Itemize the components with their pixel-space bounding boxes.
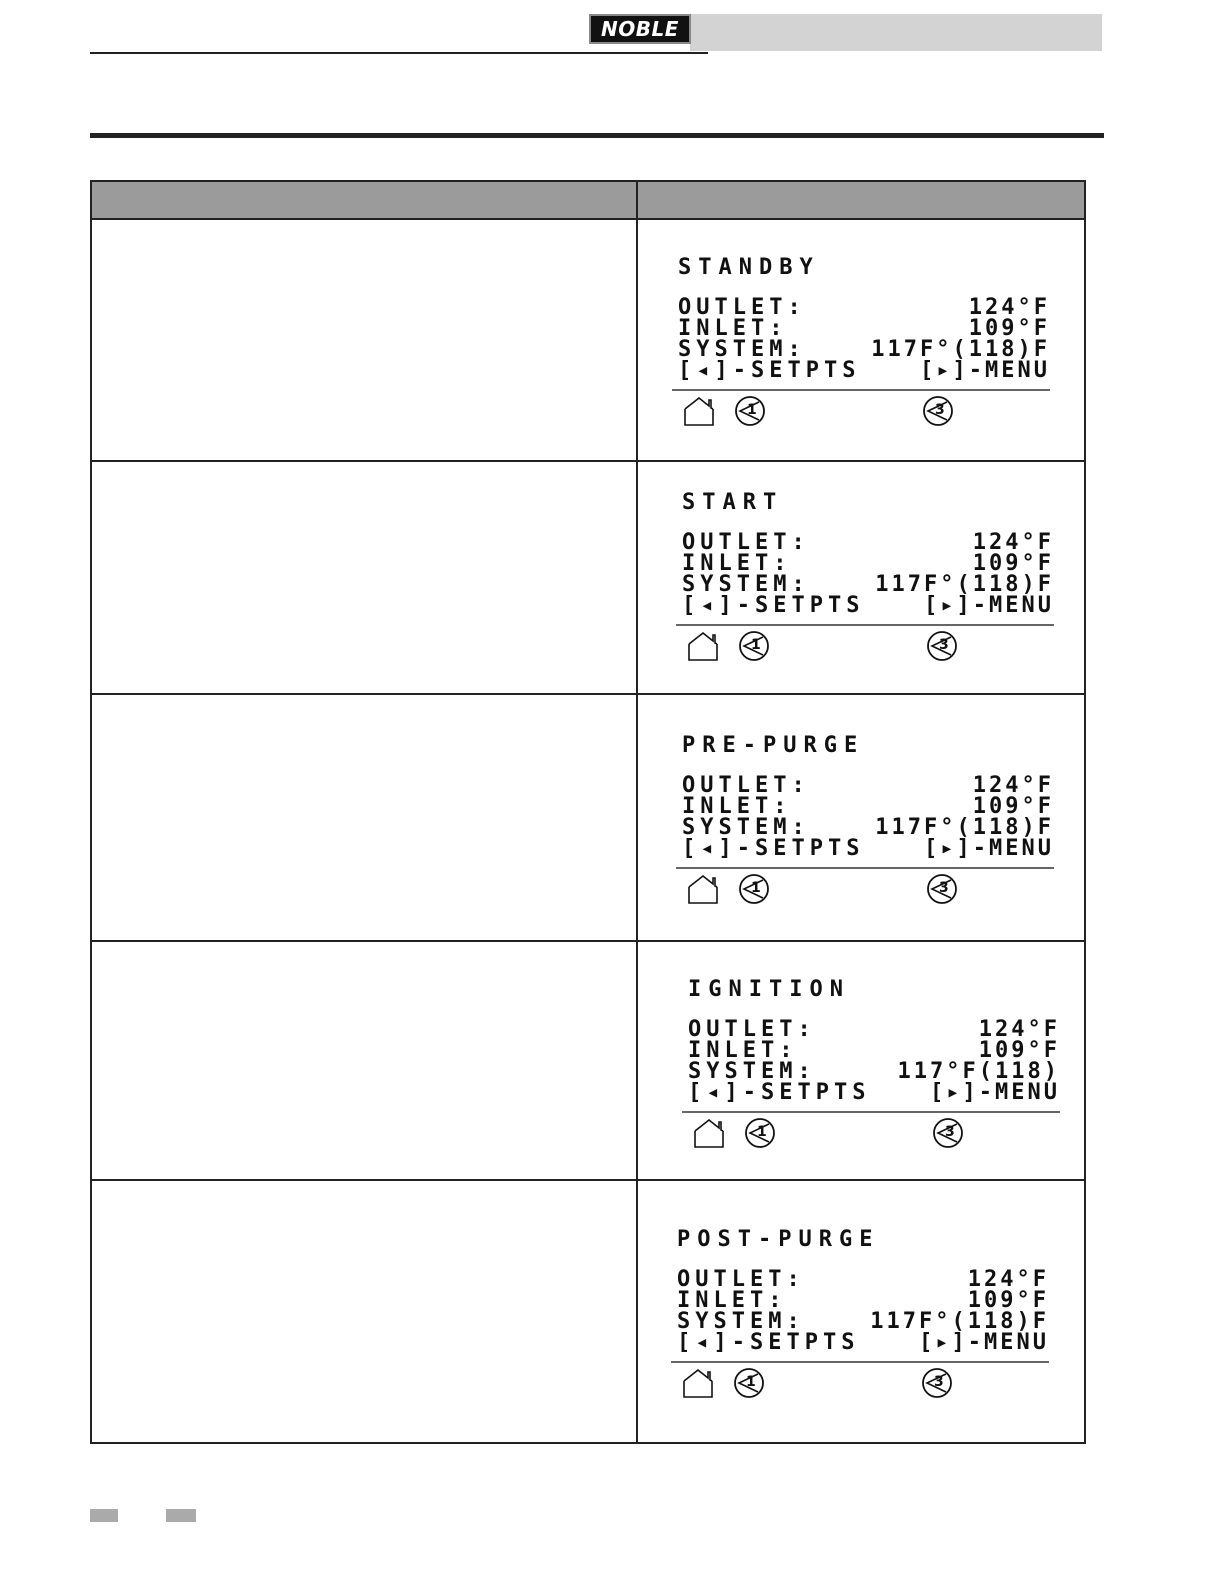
footer-mark — [166, 1509, 196, 1522]
screen-row-value: 109°F — [972, 794, 1054, 819]
screen-row — [682, 595, 1054, 616]
screen-row-value: 117F°(118)F — [871, 337, 1050, 362]
logo-text: NOBLE — [601, 17, 679, 41]
house-icon — [686, 630, 720, 666]
screen-icon-row — [686, 630, 966, 664]
screen-row — [677, 1332, 1049, 1353]
screen-row-value: 117°F(118) — [897, 1059, 1060, 1084]
row-divider — [92, 1179, 1084, 1181]
screen-row — [688, 1082, 1060, 1103]
screen-row — [688, 1019, 1060, 1040]
screen-status-title: STANDBY — [678, 255, 820, 280]
screen-row — [688, 1061, 1060, 1082]
screen-row — [678, 297, 1050, 318]
screen-separator — [676, 867, 1054, 869]
screen-row-label: [◂]-SETPTS — [682, 593, 865, 618]
pump-number: 1 — [757, 1124, 767, 1140]
screen-row-label: OUTLET: — [677, 1267, 805, 1292]
screen-row-label: OUTLET: — [682, 773, 810, 798]
row-divider — [92, 460, 1084, 462]
screen-row-value: 117F°(118)F — [870, 1309, 1049, 1334]
row-divider — [92, 940, 1084, 942]
pump-1-icon — [738, 630, 770, 666]
screen-row — [682, 553, 1054, 574]
house-icon — [686, 873, 720, 909]
screen-row-value: 124°F — [967, 1267, 1049, 1292]
screen-row — [678, 318, 1050, 339]
screen-row-label: [◂]-SETPTS — [677, 1330, 860, 1355]
screen-row-label: [◂]-SETPTS — [678, 358, 861, 383]
pump-3-icon — [932, 1117, 964, 1153]
pump-3-icon — [926, 630, 958, 666]
screen-row — [677, 1290, 1049, 1311]
row-divider — [92, 693, 1084, 695]
screen-row-label: INLET: — [677, 1288, 787, 1313]
screen-row-value: 109°F — [972, 551, 1054, 576]
pump-number: 1 — [751, 637, 761, 653]
screen-separator — [671, 1361, 1049, 1363]
screen-row — [682, 775, 1054, 796]
screen-row-label: SYSTEM: — [677, 1309, 805, 1334]
pump-number: 3 — [935, 402, 945, 418]
screen-row — [682, 574, 1054, 595]
pump-3-icon — [926, 873, 958, 909]
screen-row-label: OUTLET: — [682, 530, 810, 555]
screen-status-title: PRE-PURGE — [682, 733, 865, 758]
screen-row-label: SYSTEM: — [682, 815, 810, 840]
screen-row-value: [▸]-MENU — [919, 1330, 1049, 1355]
screen-status-title: POST-PURGE — [677, 1227, 880, 1252]
screen-row-value: 117F°(118)F — [875, 572, 1054, 597]
screen-row-value: 117F°(118)F — [875, 815, 1054, 840]
screen-row-label: INLET: — [688, 1038, 798, 1063]
header-band — [690, 14, 1102, 51]
screen-row-value: [▸]-MENU — [930, 1080, 1060, 1105]
screen-row — [682, 817, 1054, 838]
screen-row-value: 124°F — [972, 773, 1054, 798]
screen-row-label: INLET: — [682, 551, 792, 576]
pump-3-icon — [921, 1367, 953, 1403]
screen-row-label: [◂]-SETPTS — [682, 836, 865, 861]
screen-row — [678, 360, 1050, 381]
screen-icon-row — [682, 395, 962, 429]
screen-row-value: 124°F — [978, 1017, 1060, 1042]
pump-1-icon — [734, 395, 766, 431]
screen-row-value: 124°F — [972, 530, 1054, 555]
screen-row-value: 109°F — [967, 1288, 1049, 1313]
brand-logo — [589, 14, 691, 44]
pump-3-icon — [922, 395, 954, 431]
screen-row-label: OUTLET: — [678, 295, 806, 320]
screen-row-label: SYSTEM: — [688, 1059, 816, 1084]
column-divider — [636, 182, 638, 1442]
pump-1-icon — [733, 1367, 765, 1403]
screen-status-title: START — [682, 490, 784, 515]
screen-separator — [676, 624, 1054, 626]
house-icon — [682, 395, 716, 431]
screen-row-label: INLET: — [678, 316, 788, 341]
screen-row — [682, 796, 1054, 817]
screen-icon-row — [686, 873, 966, 907]
pump-1-icon — [738, 873, 770, 909]
screen-row — [678, 339, 1050, 360]
screen-icon-row — [692, 1117, 972, 1151]
pump-number: 3 — [934, 1374, 944, 1390]
screen-row-value: 109°F — [978, 1038, 1060, 1063]
screen-row-value: 124°F — [968, 295, 1050, 320]
pump-number: 1 — [746, 1374, 756, 1390]
table-header — [92, 182, 1084, 220]
pump-number: 1 — [747, 402, 757, 418]
screen-row-label: [◂]-SETPTS — [688, 1080, 871, 1105]
pump-1-icon — [744, 1117, 776, 1153]
pump-number: 1 — [751, 880, 761, 896]
pump-number: 3 — [939, 880, 949, 896]
screen-status-title: IGNITION — [688, 977, 850, 1002]
screen-row — [677, 1269, 1049, 1290]
screen-row-value: 109°F — [968, 316, 1050, 341]
screen-row — [688, 1040, 1060, 1061]
screen-row-label: INLET: — [682, 794, 792, 819]
header-rule — [90, 52, 708, 54]
screen-row-value: [▸]-MENU — [920, 358, 1050, 383]
section-rule — [90, 133, 1104, 138]
screen-separator — [682, 1111, 1060, 1113]
screen-separator — [672, 389, 1050, 391]
screen-row — [677, 1311, 1049, 1332]
screen-row-label: SYSTEM: — [682, 572, 810, 597]
screen-row-label: SYSTEM: — [678, 337, 806, 362]
footer-mark — [90, 1509, 118, 1522]
house-icon — [681, 1367, 715, 1403]
house-icon — [692, 1117, 726, 1153]
pump-number: 3 — [945, 1124, 955, 1140]
screen-row-value: [▸]-MENU — [924, 836, 1054, 861]
screen-row-label: OUTLET: — [688, 1017, 816, 1042]
pump-number: 3 — [939, 637, 949, 653]
screen-row-value: [▸]-MENU — [924, 593, 1054, 618]
screen-row — [682, 532, 1054, 553]
screen-row — [682, 838, 1054, 859]
screen-icon-row — [681, 1367, 961, 1401]
